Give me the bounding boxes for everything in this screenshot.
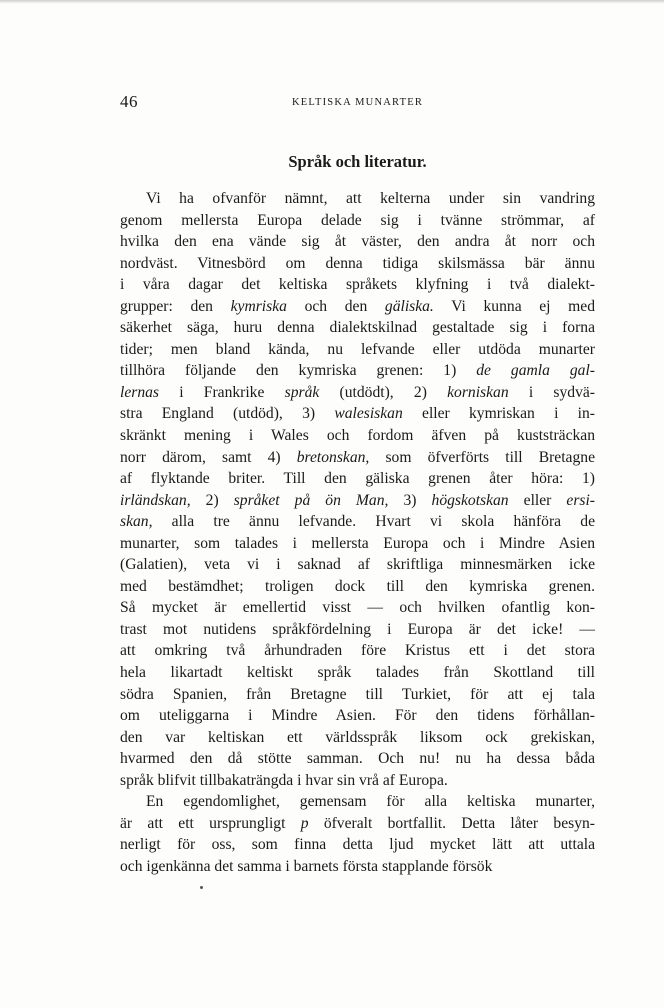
text-line	[120, 296, 595, 318]
text-segment: (utdödt), 2)	[319, 383, 448, 401]
italic-text: bretonskan,	[296, 448, 370, 466]
text-line	[120, 188, 595, 210]
italic-text: högskotskan	[431, 491, 509, 509]
text-line	[120, 490, 595, 512]
italic-text: de gamla gal-	[476, 362, 595, 380]
text-segment: (Galatien), veta vi i saknad af skriftliga minnesmärken icke	[120, 556, 595, 574]
text-segment: i sydvä-	[508, 383, 595, 401]
italic-text: p	[300, 814, 309, 832]
text-segment: skränkt mening i Wales och fordom äfven på kuststräckan	[120, 427, 595, 445]
text-line	[120, 619, 595, 641]
text-segment: stra England (utdöd), 3)	[120, 405, 335, 423]
text-line	[120, 576, 595, 598]
text-segment: att omkring två århundraden före Kristus ett i det stora	[120, 642, 595, 660]
text-segment: hvilka den ena vände sig åt väster, den andra åt norr och	[120, 233, 595, 251]
text-segment: eller	[508, 491, 567, 509]
text-line	[120, 210, 595, 232]
italic-text: walesiskan	[334, 405, 403, 423]
text-line	[120, 791, 595, 813]
page-top-edge	[0, 0, 664, 4]
text-segment: Vi kunna ej med	[433, 297, 595, 315]
italic-text: gäliska.	[384, 297, 434, 315]
text-segment: genom mellersta Europa delade sig i tvänne strömmar, af	[120, 211, 595, 229]
text-segment: öfveralt bortfallit. Detta låter besyn-	[308, 814, 595, 832]
text-segment: 3)	[388, 491, 432, 509]
text-line	[120, 231, 595, 253]
text-line	[120, 447, 595, 469]
text-segment: säkerhet säga, huru denna dialektskilnad gestaltade sig i forna	[120, 319, 595, 337]
italic-text: språket på ön Man,	[233, 491, 389, 509]
paper-speck	[200, 886, 203, 889]
text-segment: tillhöra följande den kymriska grenen: 1)	[120, 362, 477, 380]
italic-text: skan,	[120, 513, 153, 531]
text-line	[120, 382, 595, 404]
text-segment: grupper: den	[120, 297, 231, 315]
text-segment: är att ett ursprungligt	[120, 814, 301, 832]
page-number: 46	[120, 92, 138, 111]
text-segment: En egendomlighet, gemensam för alla keltiska munarter,	[146, 793, 595, 811]
text-segment: i våra dagar det keltiska språkets klyfning i två dialekt-	[120, 276, 595, 294]
text-line	[120, 705, 595, 727]
text-line	[120, 640, 595, 662]
text-segment: 2)	[190, 491, 234, 509]
text-line	[120, 360, 595, 382]
text-segment: hela likartadt keltiskt språk talades från Skottland till	[120, 664, 595, 682]
running-head: KELTISKA MUNARTER	[291, 97, 424, 108]
text-segment: om uteliggarna i Mindre Asien. För den tidens förhållan-	[120, 707, 595, 725]
text-segment: trast mot nutidens språkfördelning i Europa är det icke! —	[120, 620, 595, 638]
text-line	[120, 554, 595, 576]
italic-text: kymriska	[230, 297, 287, 315]
text-line	[120, 684, 595, 706]
text-segment: den var keltiskan ett världsspråk liksom ock grekiskan,	[120, 728, 595, 746]
text-line	[120, 856, 595, 878]
text-segment: hvarmed den då stötte samman. Och nu! nu ha dessa båda	[120, 750, 595, 768]
text-segment: tider; men bland kända, nu lefvande eller utdöda munarter	[120, 340, 595, 358]
text-segment: af flyktande briter. Till den gäliska grenen åter höra: 1)	[120, 470, 595, 488]
text-segment: och igenkänna det samma i barnets första stapplande försök	[120, 857, 493, 875]
text-line	[120, 597, 595, 619]
text-line	[120, 662, 595, 684]
text-line	[120, 748, 595, 770]
italic-text: irländskan,	[120, 491, 191, 509]
italic-text: ersi-	[566, 491, 595, 509]
text-line	[120, 770, 595, 792]
text-line	[120, 274, 595, 296]
italic-text: korniskan	[447, 383, 509, 401]
text-line	[120, 727, 595, 749]
text-segment: Så mycket är emellertid visst — och hvilken ofantlig kon-	[120, 599, 595, 617]
text-line	[120, 425, 595, 447]
text-segment: med bestämdhet; troligen dock till den kymriska grenen.	[120, 577, 595, 595]
text-segment: språk blifvit tillbakaträngda i hvar sin vrå af Europa.	[120, 771, 448, 789]
text-segment: och den	[286, 297, 385, 315]
text-line	[120, 511, 595, 533]
text-segment: Vi ha ofvanför nämnt, att kelterna under sin vandring	[146, 190, 595, 207]
text-line	[120, 339, 595, 361]
paragraph	[120, 188, 595, 791]
paragraph	[120, 791, 595, 877]
text-segment: norr därom, samt 4)	[120, 448, 297, 466]
page-header	[120, 92, 595, 116]
text-segment: som öfverförts till Bretagne	[369, 448, 595, 466]
text-line	[120, 533, 595, 555]
text-line	[120, 403, 595, 425]
text-line	[120, 253, 595, 275]
text-segment: södra Spanien, från Bretagne till Turkiet, för att ej tala	[120, 685, 595, 703]
text-segment: nerligt för oss, som finna detta ljud mycket lätt att uttala	[120, 836, 595, 854]
italic-text: lernas	[120, 383, 159, 401]
italic-text: språk	[284, 383, 320, 401]
text-segment: munarter, som talades i mellersta Europa och i Mindre Asien	[120, 534, 595, 552]
text-line	[120, 468, 595, 490]
text-line	[120, 834, 595, 856]
text-segment: nordväst. Vitnesbörd om denna tidiga skilsmässa bär ännu	[120, 254, 595, 272]
section-title: Språk och literatur.	[288, 152, 427, 171]
text-line	[120, 317, 595, 339]
text-line	[120, 813, 595, 835]
text-segment: eller kymriskan i in-	[402, 405, 595, 423]
text-segment: alla tre ännu lefvande. Hvart vi skola hänföra de	[152, 513, 595, 531]
text-segment: i Frankrike	[158, 383, 285, 401]
body-text	[120, 188, 595, 878]
